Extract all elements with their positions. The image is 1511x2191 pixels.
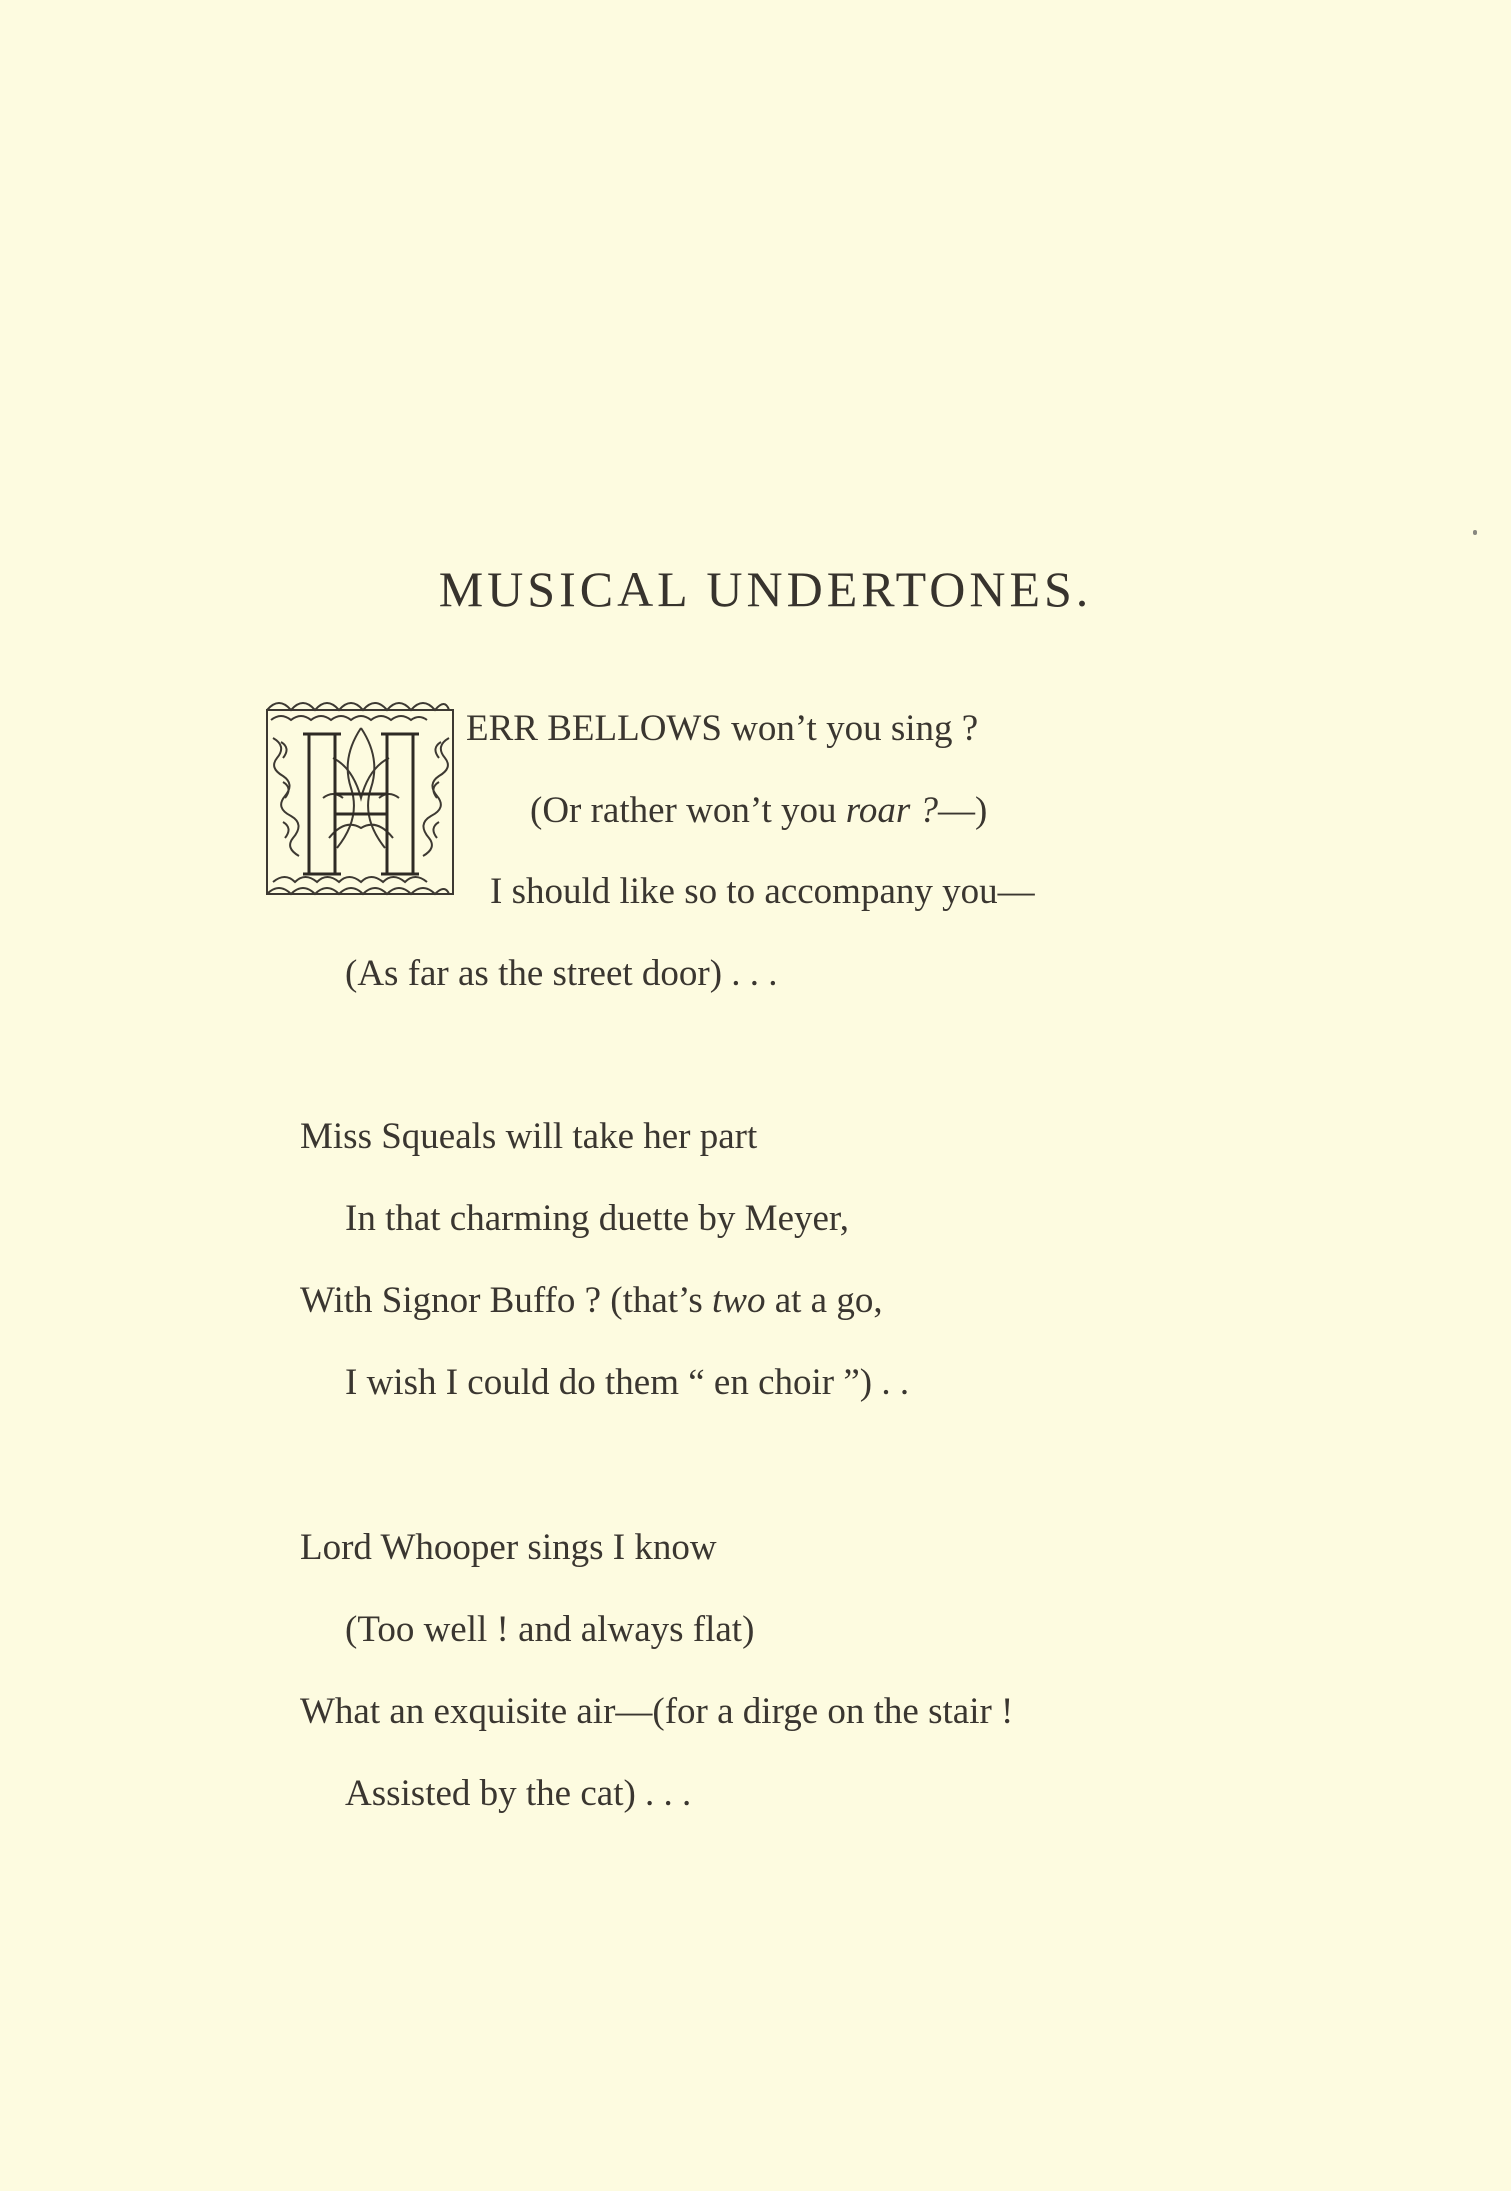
line-text: Lord Whooper sings I know	[300, 1527, 717, 1568]
poem-line	[490, 873, 1035, 910]
line-text: (As far as the street door) . . .	[345, 953, 778, 994]
poem-line	[300, 1529, 717, 1566]
line-text: With Signor Buffo ? (that’s	[300, 1280, 712, 1321]
line-text: I wish I could do them “ en choir ”) . .	[345, 1362, 910, 1403]
poem-line	[345, 1364, 909, 1401]
line-text: —)	[937, 790, 988, 831]
poem-line	[345, 955, 778, 992]
poem-line	[345, 1200, 849, 1237]
line-text: (Or rather won’t you	[530, 790, 846, 831]
line-text: ERR BELLOWS won’t you sing ?	[466, 708, 979, 749]
poem-line	[345, 1775, 691, 1812]
line-text: Miss Squeals will take her part	[300, 1116, 758, 1157]
line-text: (Too well ! and always flat)	[345, 1609, 755, 1650]
paper-speck	[1473, 530, 1477, 535]
poem-line	[466, 710, 978, 747]
line-text: What an exquisite air—(for a dirge on the stair !	[300, 1691, 1014, 1732]
italic-word: two	[712, 1280, 766, 1321]
line-text: I should like so to accompany you—	[490, 871, 1035, 912]
ornamental-drop-cap-h-icon	[263, 698, 459, 900]
poem-line	[530, 792, 987, 829]
poem-line	[300, 1693, 1013, 1730]
poem-line	[300, 1282, 883, 1319]
poem-line	[345, 1611, 754, 1648]
line-text: Assisted by the cat) . . .	[345, 1773, 692, 1814]
line-text: at a go,	[765, 1280, 883, 1321]
dropcap-letter: H	[361, 818, 362, 819]
poem-title: MUSICAL UNDERTONES.	[438, 561, 1093, 617]
italic-word: roar ?	[845, 790, 938, 831]
line-text: In that charming duette by Meyer,	[345, 1198, 850, 1239]
poem-line	[300, 1118, 757, 1155]
